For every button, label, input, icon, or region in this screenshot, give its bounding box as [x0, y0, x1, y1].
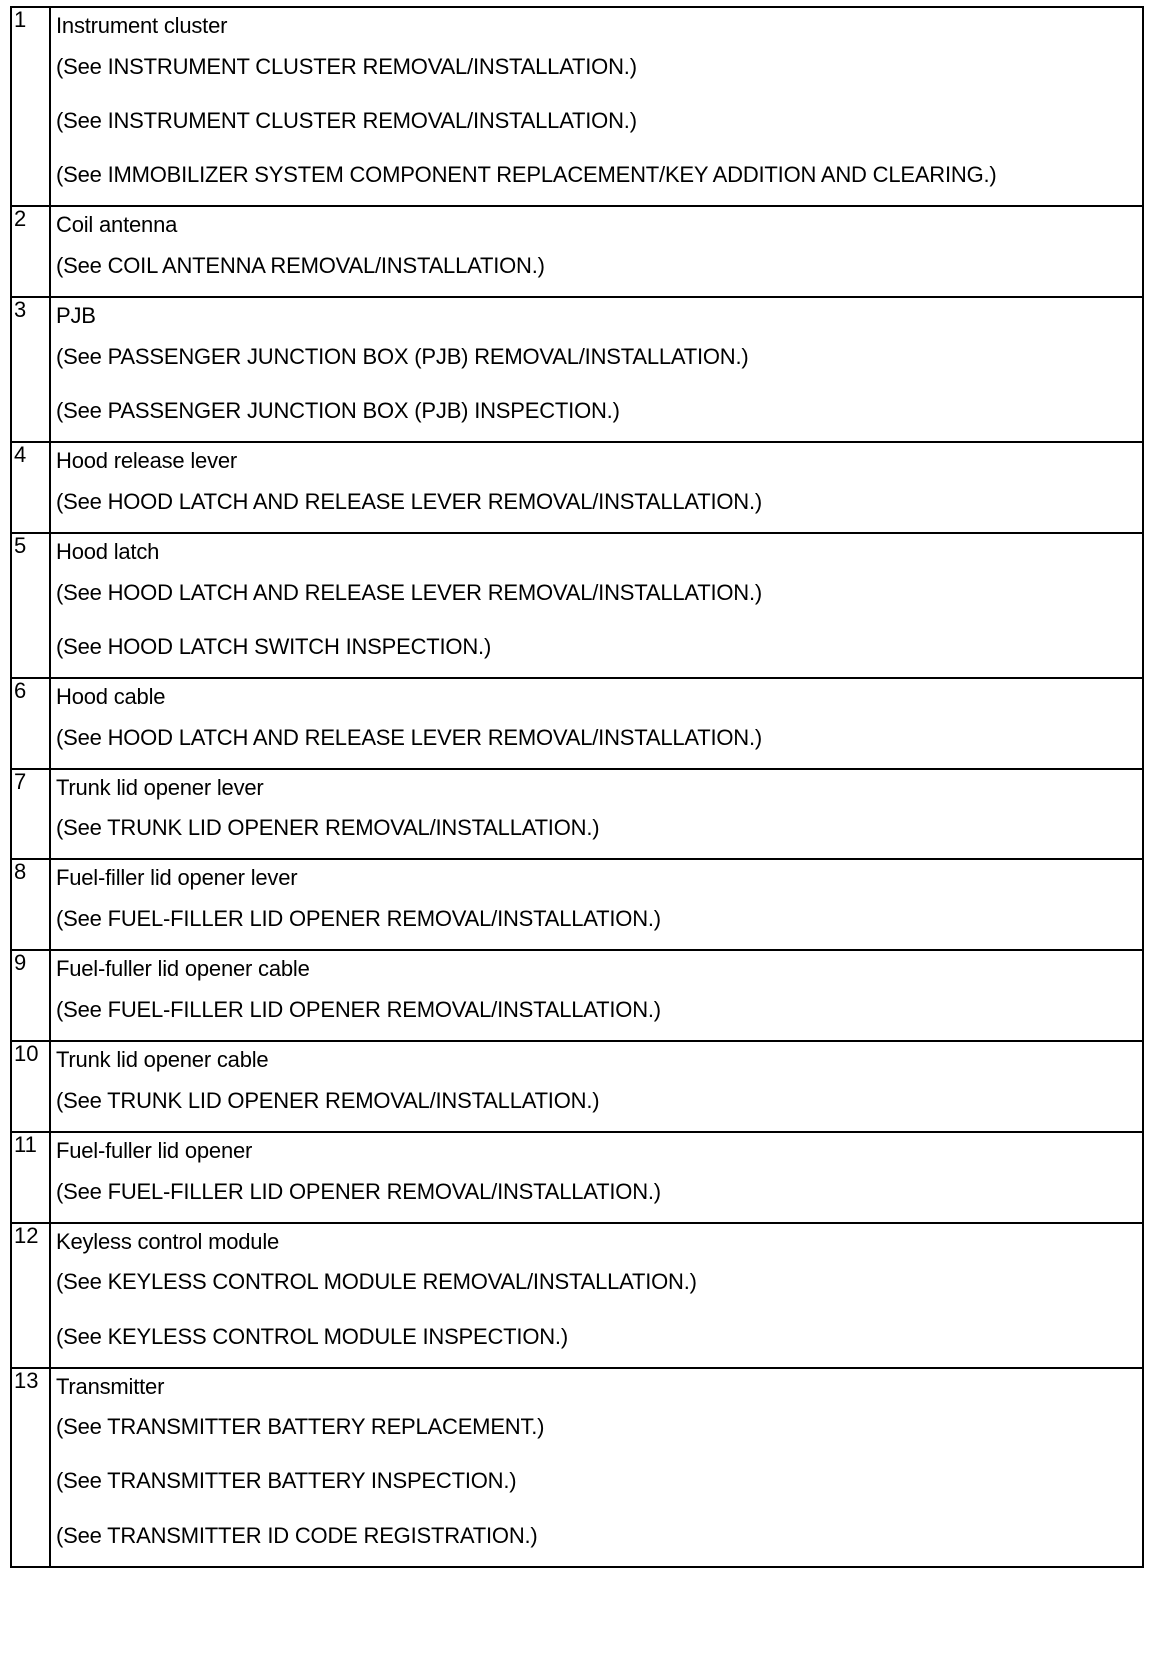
table-row	[11, 442, 1143, 533]
component-table-container	[10, 6, 1144, 1568]
row-number: 8	[14, 859, 27, 885]
row-number: 13	[14, 1367, 39, 1393]
procedure-reference: (See PASSENGER JUNCTION BOX (PJB) INSPECTION.)	[56, 397, 620, 423]
table-row	[11, 7, 1143, 206]
row-content-cell	[50, 297, 1143, 442]
component-name: Fuel-fuller lid opener	[56, 1137, 253, 1163]
row-number: 7	[14, 768, 27, 794]
row-number-cell	[11, 769, 50, 860]
table-row	[11, 533, 1143, 678]
row-number: 11	[14, 1131, 37, 1157]
table-row	[11, 1368, 1143, 1567]
row-number-cell	[11, 206, 50, 297]
component-name: Instrument cluster	[56, 13, 228, 38]
component-name: Hood cable	[56, 683, 166, 709]
procedure-reference: (See KEYLESS CONTROL MODULE INSPECTION.)	[56, 1323, 568, 1349]
row-content-cell	[50, 950, 1143, 1041]
procedure-reference: (See TRANSMITTER BATTERY REPLACEMENT.)	[56, 1414, 545, 1440]
table-row	[11, 1223, 1143, 1368]
row-content-cell	[50, 859, 1143, 950]
procedure-reference: (See FUEL-FILLER LID OPENER REMOVAL/INSTALLATION.)	[56, 996, 661, 1022]
row-content-cell	[50, 533, 1143, 678]
row-number: 4	[14, 441, 27, 467]
procedure-reference: (See COIL ANTENNA REMOVAL/INSTALLATION.)	[56, 252, 545, 278]
row-number-cell	[11, 678, 50, 769]
row-number-cell	[11, 1132, 50, 1223]
row-number: 12	[14, 1222, 39, 1248]
table-row	[11, 678, 1143, 769]
component-name: Fuel-filler lid opener lever	[56, 865, 298, 891]
row-content-cell	[50, 206, 1143, 297]
row-number: 3	[14, 296, 27, 322]
component-name: Coil antenna	[56, 212, 178, 238]
row-content-cell	[50, 1041, 1143, 1132]
procedure-reference: (See PASSENGER JUNCTION BOX (PJB) REMOVAL/INSTALLATION.)	[56, 343, 749, 369]
component-name: Trunk lid opener cable	[56, 1046, 269, 1072]
row-number: 9	[14, 950, 27, 976]
procedure-reference: (See FUEL-FILLER LID OPENER REMOVAL/INSTALLATION.)	[56, 1178, 661, 1204]
component-name: Hood latch	[56, 538, 160, 564]
procedure-reference: (See IMMOBILIZER SYSTEM COMPONENT REPLACEMENT/KEY ADDITION AND CLEARING.)	[56, 162, 997, 188]
procedure-reference: (See FUEL-FILLER LID OPENER REMOVAL/INSTALLATION.)	[56, 906, 661, 932]
component-table-body	[11, 7, 1143, 1567]
component-table	[10, 6, 1144, 1568]
procedure-reference: (See INSTRUMENT CLUSTER REMOVAL/INSTALLATION.)	[56, 53, 637, 79]
row-number: 10	[14, 1040, 39, 1066]
row-content-cell	[50, 7, 1143, 206]
component-name: PJB	[56, 302, 96, 328]
component-name: Fuel-fuller lid opener cable	[56, 956, 310, 982]
row-number-cell	[11, 7, 50, 206]
component-name: Keyless control module	[56, 1228, 280, 1254]
row-number-cell	[11, 1223, 50, 1368]
procedure-reference: (See HOOD LATCH AND RELEASE LEVER REMOVAL/INSTALLATION.)	[56, 724, 763, 750]
table-row	[11, 859, 1143, 950]
row-content-cell	[50, 678, 1143, 769]
component-name: Trunk lid opener lever	[56, 774, 264, 800]
procedure-reference: (See HOOD LATCH SWITCH INSPECTION.)	[56, 633, 492, 659]
procedure-reference: (See TRUNK LID OPENER REMOVAL/INSTALLATION.)	[56, 815, 600, 841]
table-row	[11, 1132, 1143, 1223]
row-number-cell	[11, 442, 50, 533]
row-number-cell	[11, 1368, 50, 1567]
row-number: 5	[14, 532, 27, 558]
row-content-cell	[50, 1223, 1143, 1368]
procedure-reference: (See HOOD LATCH AND RELEASE LEVER REMOVAL/INSTALLATION.)	[56, 579, 763, 605]
row-number-cell	[11, 1041, 50, 1132]
procedure-reference: (See INSTRUMENT CLUSTER REMOVAL/INSTALLATION.)	[56, 107, 637, 133]
row-number: 1	[14, 7, 27, 32]
row-number: 2	[14, 206, 27, 232]
table-row	[11, 206, 1143, 297]
procedure-reference: (See HOOD LATCH AND RELEASE LEVER REMOVAL/INSTALLATION.)	[56, 488, 763, 514]
row-number: 6	[14, 677, 27, 703]
table-row	[11, 950, 1143, 1041]
table-row	[11, 297, 1143, 442]
table-row	[11, 769, 1143, 860]
procedure-reference: (See TRUNK LID OPENER REMOVAL/INSTALLATION.)	[56, 1087, 600, 1113]
component-name: Transmitter	[56, 1373, 165, 1399]
procedure-reference: (See KEYLESS CONTROL MODULE REMOVAL/INSTALLATION.)	[56, 1269, 697, 1295]
row-content-cell	[50, 769, 1143, 860]
procedure-reference: (See TRANSMITTER ID CODE REGISTRATION.)	[56, 1522, 538, 1548]
row-number-cell	[11, 859, 50, 950]
table-row	[11, 1041, 1143, 1132]
row-number-cell	[11, 533, 50, 678]
row-content-cell	[50, 442, 1143, 533]
row-content-cell	[50, 1132, 1143, 1223]
procedure-reference: (See TRANSMITTER BATTERY INSPECTION.)	[56, 1468, 517, 1494]
component-name: Hood release lever	[56, 447, 238, 473]
row-number-cell	[11, 950, 50, 1041]
row-number-cell	[11, 297, 50, 442]
row-content-cell	[50, 1368, 1143, 1567]
